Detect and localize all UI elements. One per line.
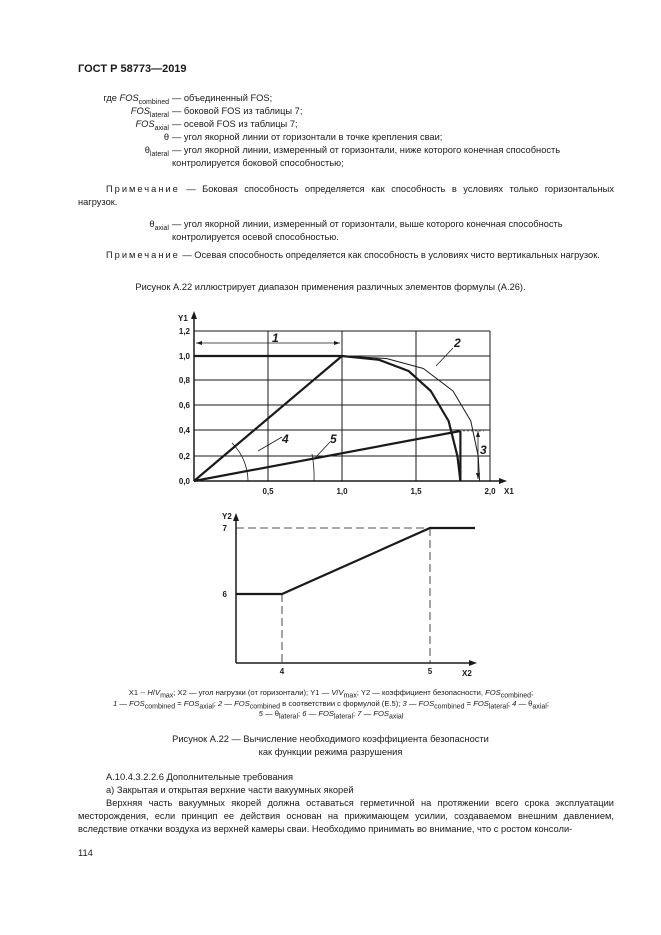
series-line-safety-factor — [236, 528, 475, 594]
callout-label: 1 — [272, 331, 279, 345]
y-tick-label: 0,6 — [178, 401, 190, 410]
definition-row — [78, 92, 618, 105]
y-tick-label: 0,8 — [178, 376, 190, 385]
figure-caption-line: Рисунок А.22 — Вычисление необходимого коэффициента безопасности — [172, 734, 489, 744]
callout-label: 5 — [330, 432, 337, 446]
x-tick-label: 4 — [279, 667, 285, 676]
note-axial — [78, 249, 614, 262]
callout-label: 2 — [454, 336, 461, 350]
body-paragraph: Верхняя часть вакуумных якорей должна оставаться герметичной на протяжении всего срока эксплуатации месторождения, если принцип ее действия основан на прижимающем усилии, создаваемом внешним давлением, вследствие откачки воздуха из верхней камеры сваи. Необходимо принимать во внимание, что с ростом консоли- — [78, 798, 614, 834]
y-axis-arrow — [191, 311, 197, 319]
definition-text: — объединенный FOS; — [172, 93, 273, 103]
definition-text: — угол якорной линии, измеренный от горизонтали, ниже которого конечная способность контролируется боковой способностью; — [172, 145, 561, 168]
page-number: 114 — [78, 848, 93, 858]
definition-subscript: lateral — [149, 111, 169, 119]
x-tick-label: 0,5 — [262, 487, 274, 496]
leader-line — [258, 437, 282, 451]
note-lateral — [78, 183, 614, 209]
definition-symbol: FOS — [135, 119, 155, 129]
y-tick-label: 0,2 — [178, 452, 190, 461]
definitions-block — [78, 92, 618, 170]
callout-label: 3 — [480, 443, 487, 457]
figure-caption-line: как функции режима разрушения — [258, 747, 403, 757]
document-header: ГОСТ Р 58773—2019 — [78, 63, 187, 75]
y-tick-label: 6 — [222, 590, 227, 599]
definition-subscript: lateral — [149, 150, 169, 158]
figure-legend — [96, 688, 566, 720]
definition-symbol: FOS — [119, 93, 139, 103]
y-axis-arrow — [233, 513, 239, 521]
definition-lead: где — [103, 93, 120, 103]
x-axis-arrow — [499, 478, 507, 484]
x-axis-label: X1 — [504, 487, 514, 496]
legend-line: 5 — $\theta_{lateral}$; 6 — $FOS_{lateral}$; 7 — $FOS_{axial}$ — [258, 709, 404, 721]
chart-safety-factor — [210, 508, 485, 678]
series-line-2 — [342, 356, 460, 481]
definition-row — [78, 144, 618, 170]
figure-intro-text: Рисунок А.22 иллюстрирует диапазон применения различных элементов формулы (А.26). — [135, 282, 526, 292]
y-tick-label: 1,0 — [178, 352, 190, 361]
dimension-arrow — [334, 341, 340, 345]
x-tick-label: 2,0 — [484, 487, 496, 496]
body-text — [78, 771, 614, 836]
subsection-heading: а) Закрытая и открытая верхние части вакуумных якорей — [106, 785, 354, 795]
y-axis-label: Y1 — [178, 314, 188, 323]
definition-text: — угол якорной линии, измеренный от горизонтали, выше которого конечная способность контролируется осевой способностью. — [172, 219, 563, 242]
definition-symbol: θ — [163, 132, 169, 142]
definition-subscript: axial — [154, 124, 169, 132]
definition-row — [78, 118, 618, 131]
definition-symbol: θ — [149, 219, 155, 229]
definition-symbol: θ — [144, 145, 150, 155]
y-tick-label: 0,4 — [178, 426, 190, 435]
definition-row — [78, 105, 618, 118]
definition-text: — осевой FOS из таблицы 7; — [172, 119, 298, 129]
dimension-arrow — [476, 431, 480, 437]
definition-text: — угол якорной линии от горизонтали в точке крепления сваи; — [172, 132, 443, 142]
note-label: Примечание — [106, 184, 180, 194]
dimension-arrow — [196, 341, 202, 345]
legend-line: 1 — $FOS_{combined} = FOS_{axial}$; 2 — $FOS_{combined}$ в соответствии с формулой (Е.5); 3 — $FOS_{combined} = FOS_{lateral}$; 4 — $\theta_{axial}$; — [113, 698, 549, 711]
y-tick-label: 0,0 — [178, 477, 190, 486]
figure-caption — [0, 733, 661, 759]
y-tick-label: 7 — [222, 524, 227, 533]
section-heading: А.10.4.3.2.2.6 Дополнительные требования — [106, 772, 294, 782]
definition-subscript: combined — [138, 98, 169, 106]
note-text: — Осевая способность определяется как способность в условиях чисто вертикальных нагрузок. — [179, 250, 600, 260]
note-text: — Боковая способность определяется как способность в условиях только горизонтальных нагрузок. — [78, 184, 614, 207]
definition-text: — боковой FOS из таблицы 7; — [172, 106, 303, 116]
definition-symbol: FOS — [130, 106, 150, 116]
x-axis-label: X2 — [462, 669, 472, 678]
callout-label: 4 — [282, 432, 289, 446]
definition-axial — [78, 218, 618, 244]
angle-arc-axial — [232, 443, 248, 481]
x-axis-arrow — [469, 660, 477, 666]
chart-failure-envelope — [150, 308, 530, 503]
legend-line: $X1 -- H/V_{max}$; X2 — угол нагрузки (от горизонтали); Y1 — $V/V_{max}$; Y2 — коэффициент безопасности, $FOS_{combined}$; — [128, 688, 534, 700]
definition-subscript: axial — [154, 224, 169, 232]
definition-row — [78, 218, 618, 244]
leader-line — [436, 348, 453, 366]
x-tick-label: 1,0 — [336, 487, 348, 496]
x-tick-label: 5 — [427, 667, 433, 676]
y-tick-label: 1,2 — [178, 327, 190, 336]
x-tick-label: 1,5 — [410, 487, 422, 496]
y-axis-label: Y2 — [222, 512, 232, 521]
definition-row — [78, 131, 618, 144]
note-label: Примечание — [106, 250, 180, 260]
